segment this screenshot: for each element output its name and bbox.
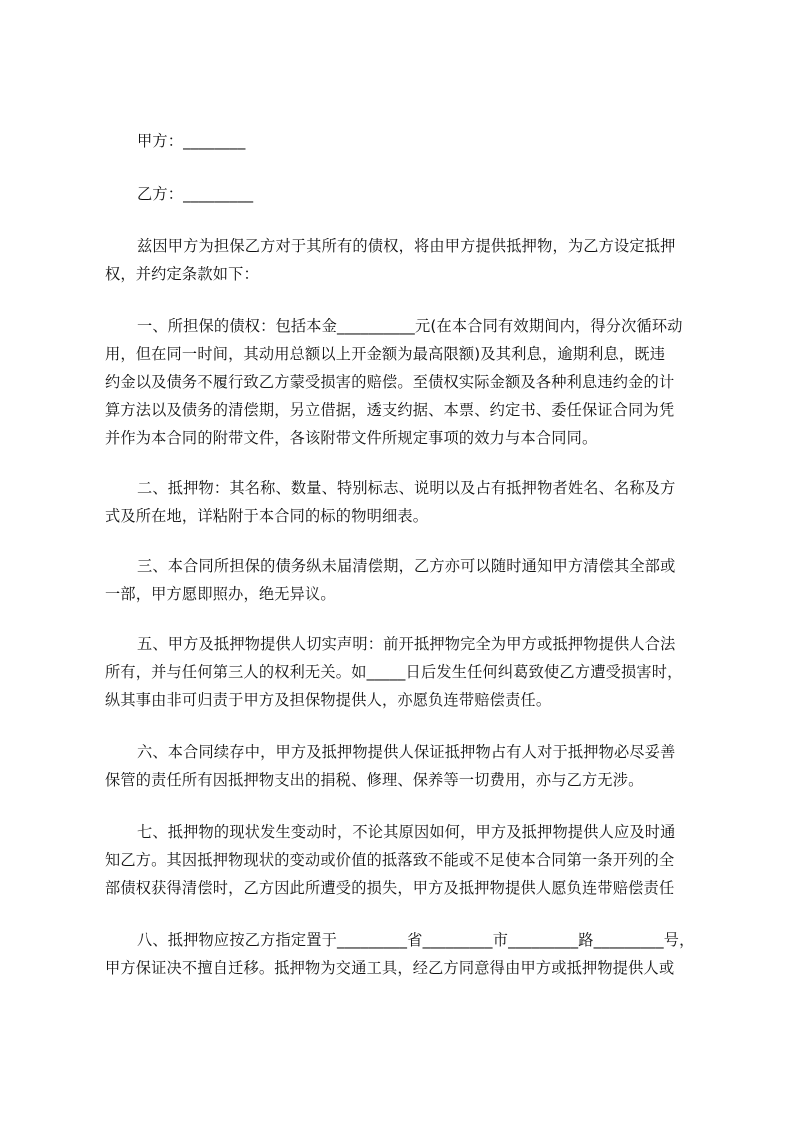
clause-6-line-2: 保管的责任所有因抵押物支出的捐税、修理、保养等一切费用，亦与乙方无涉。 (105, 771, 644, 789)
clause-1-line-3: 约金以及债务不履行致乙方蒙受损害的赔偿。至债权实际金额及各种利息违约金的计 (105, 373, 675, 391)
clause-2-line-2: 式及所在地，详粘附于本合同的标的物明细表。 (105, 507, 429, 525)
clause-8-line-1: 八、抵押物应按乙方指定置于_________省_________市_________路_________号， (137, 931, 695, 949)
clause-8-line-2: 甲方保证决不擅自迁移。抵押物为交通工具，经乙方同意得由甲方或抵押物提供人或 (105, 959, 675, 977)
clause-2-line-1: 二、抵押物：其名称、数量、特别标志、说明以及占有抵押物者姓名、名称及方 (137, 479, 676, 497)
clause-6-paragraph (105, 738, 701, 794)
clause-1-line-5: 并作为本合同的附带文件，各该附带文件所规定事项的效力与本合同同。 (105, 429, 598, 447)
party-a-text: 甲方：________ (137, 132, 246, 150)
clause-2-paragraph (105, 474, 701, 530)
clause-5-line-1: 五、甲方及抵押物提供人切实声明：前开抵押物完全为甲方或抵押物提供人合法 (137, 635, 676, 653)
clause-8-paragraph (105, 926, 701, 982)
clause-1-line-4: 算方法以及债务的清偿期，另立借据，透支约据、本票、约定书、委任保证合同为凭 (105, 401, 675, 419)
clause-5-line-3: 纵其事由非可归责于甲方及担保物提供人，亦愿负连带赔偿责任。 (105, 691, 552, 709)
clause-7-paragraph (105, 818, 701, 902)
party-a-line (105, 127, 701, 155)
clause-5-paragraph (105, 630, 701, 714)
clause-3-line-1: 三、本合同所担保的债务纵未届清偿期，乙方亦可以随时通知甲方清偿其全部或 (137, 557, 676, 575)
clause-5-line-2: 所有，并与任何第三人的权利无关。如_____日后发生任何纠葛致使乙方遭受损害时， (105, 663, 683, 681)
clause-3-paragraph (105, 552, 701, 608)
clause-3-line-2: 一部，甲方愿即照办，绝无异议。 (105, 585, 336, 603)
party-b-line (105, 180, 701, 208)
clause-1-line-2: 用，但在同一时间，其动用总额以上开金额为最高限额)及其利息，逾期利息，既违 (105, 345, 666, 363)
clause-7-line-3: 部债权获得清偿时，乙方因此所遭受的损失，甲方及抵押物提供人愿负连带赔偿责任 (105, 879, 675, 897)
clause-6-line-1: 六、本合同续存中，甲方及抵押物提供人保证抵押物占有人对于抵押物必尽妥善 (137, 743, 676, 761)
intro-paragraph (105, 232, 701, 288)
clause-7-line-1: 七、抵押物的现状发生变动时，不论其原因如何，甲方及抵押物提供人应及时通 (137, 823, 676, 841)
clause-7-line-2: 知乙方。其因抵押物现状的变动或价值的抵落致不能或不足使本合同第一条开列的全 (105, 851, 675, 869)
party-b-text: 乙方：_________ (137, 185, 254, 203)
clause-1-paragraph (105, 312, 701, 452)
intro-line-1: 兹因甲方为担保乙方对于其所有的债权，将由甲方提供抵押物，为乙方设定抵押 (137, 237, 676, 255)
intro-line-2: 权，并约定条款如下： (105, 265, 259, 283)
clause-1-line-1: 一、所担保的债权：包括本金__________元(在本合同有效期间内，得分次循环动 (137, 317, 683, 335)
